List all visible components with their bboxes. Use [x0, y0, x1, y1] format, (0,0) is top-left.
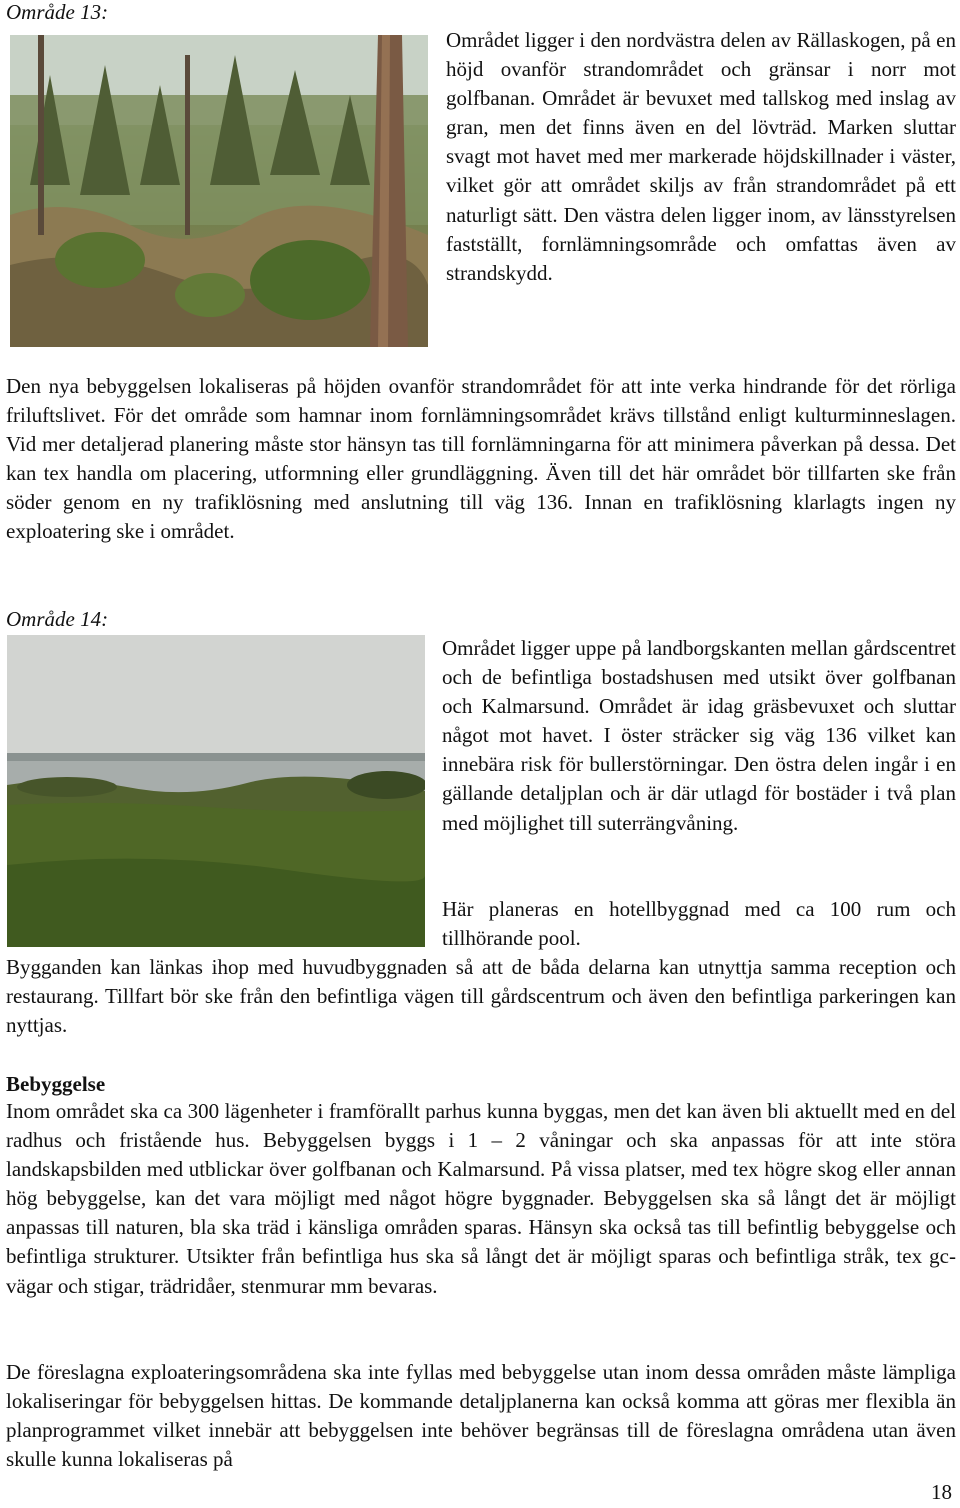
area14-body-text: Bygganden kan länkas ihop med huvudbyggnaden så att de båda delarna kan utnyttja samma reception och restaurang. Tillfart bör ske från den befintliga vägen till gårdscentrum och även den befintliga parkeringen kan nyttjas.: [6, 955, 956, 1038]
forest-illustration: [10, 35, 428, 347]
landscape-illustration: [7, 635, 425, 947]
area13-side-text: Området ligger i den nordvästra delen av Rällaskogen, på en höjd ovanför strandområdet och gränsar i norr mot golfbanan. Området är bevuxet med tallskog med inslag av gran, men det finns även en del lövträd. Marken sluttar svagt mot havet med mer markerade höjdskillnader i väster, vilket gör att området skiljs av från strandområdet på ett naturligt sätt. Den västra delen ligger inom, av länsstyrelsen fastställt, fornlämningsområde och omfattas även av strandskydd.: [446, 28, 956, 285]
bebyggelse-heading: Bebyggelse: [6, 1072, 106, 1096]
landscape-photo: [7, 635, 425, 947]
area13-body-text: Den nya bebyggelsen lokaliseras på höjden ovanför strandområdet för att inte verka hindrande för det rörliga friluftslivet. För det område som hamnar inom fornlämningsområdet krävs tillstånd enligt kulturminneslagen. Vid mer detaljerad planering måste stor hänsyn tas till fornlämningarna för att minimera påverkan på dessa. Det kan tex handla om placering, utformning eller grundläggning. Även till det här området bör tillfarten ske från söder genom en ny trafiklösning med anslutning till väg 136. Innan en trafiklösning klarlagts ingen ny exploatering ske i området.: [6, 374, 956, 544]
area14-side-text-2: Här planeras en hotellbyggnad med ca 100 rum och tillhörande pool.: [442, 897, 956, 951]
bebyggelse-paragraph-2: De föreslagna exploateringsområdena ska inte fyllas med bebyggelse utan inom dessa områden måste lämpliga lokaliseringar för bebyggelsen hittas. De kommande detaljplanerna kan också komma att göras mer flexibla än planprogrammet vilket innebär att bebyggelsen inte behöver begränsas till de föreslagna områdena utan även skulle kunna lokaliseras på: [6, 1360, 956, 1472]
area13-heading: Område 13:: [6, 0, 109, 24]
bebyggelse-paragraph-1: Inom området ska ca 300 lägenheter i framförallt parhus kunna byggas, men det kan även bli aktuellt med en del radhus och fristående hus. Bebyggelsen byggs i 1 – 2 våningar och ska anpassas för att inte störa landskapsbilden med utblickar över golfbanan och Kalmarsund. På vissa platser, med tex högre skog eller annan hög bebyggelse, kan det vara möjligt med något högre byggnader. Bebyggelsen ska så långt det är möjligt anpassas till naturen, bla ska träd i känsliga områden sparas. Hänsyn ska också tas till befintlig bebyggelse och befintliga strukturer. Utsikter från befintliga hus ska så långt det är möjligt sparas och befintliga stråk, tex gc-vägar och stigar, trädridåer, stenmurar mm bevaras.: [6, 1099, 956, 1298]
area14-side-text: Området ligger uppe på landborgskanten mellan gårdscentret och de befintliga bostadshusen med utsikt över golfbanan och Kalmarsund. Området är idag gräsbevuxet och sluttar något mot havet. I öster sträcker sig väg 136 vilket kan innebära risk för bullerstörningar. Den östra delen ingår i en gällande detaljplan och är där utlagd för bostäder i två plan med möjlighet till suterrängvåning.: [442, 636, 956, 835]
area14-heading: Område 14:: [6, 607, 109, 631]
forest-photo: [10, 35, 428, 347]
page-number: 18: [931, 1480, 952, 1504]
